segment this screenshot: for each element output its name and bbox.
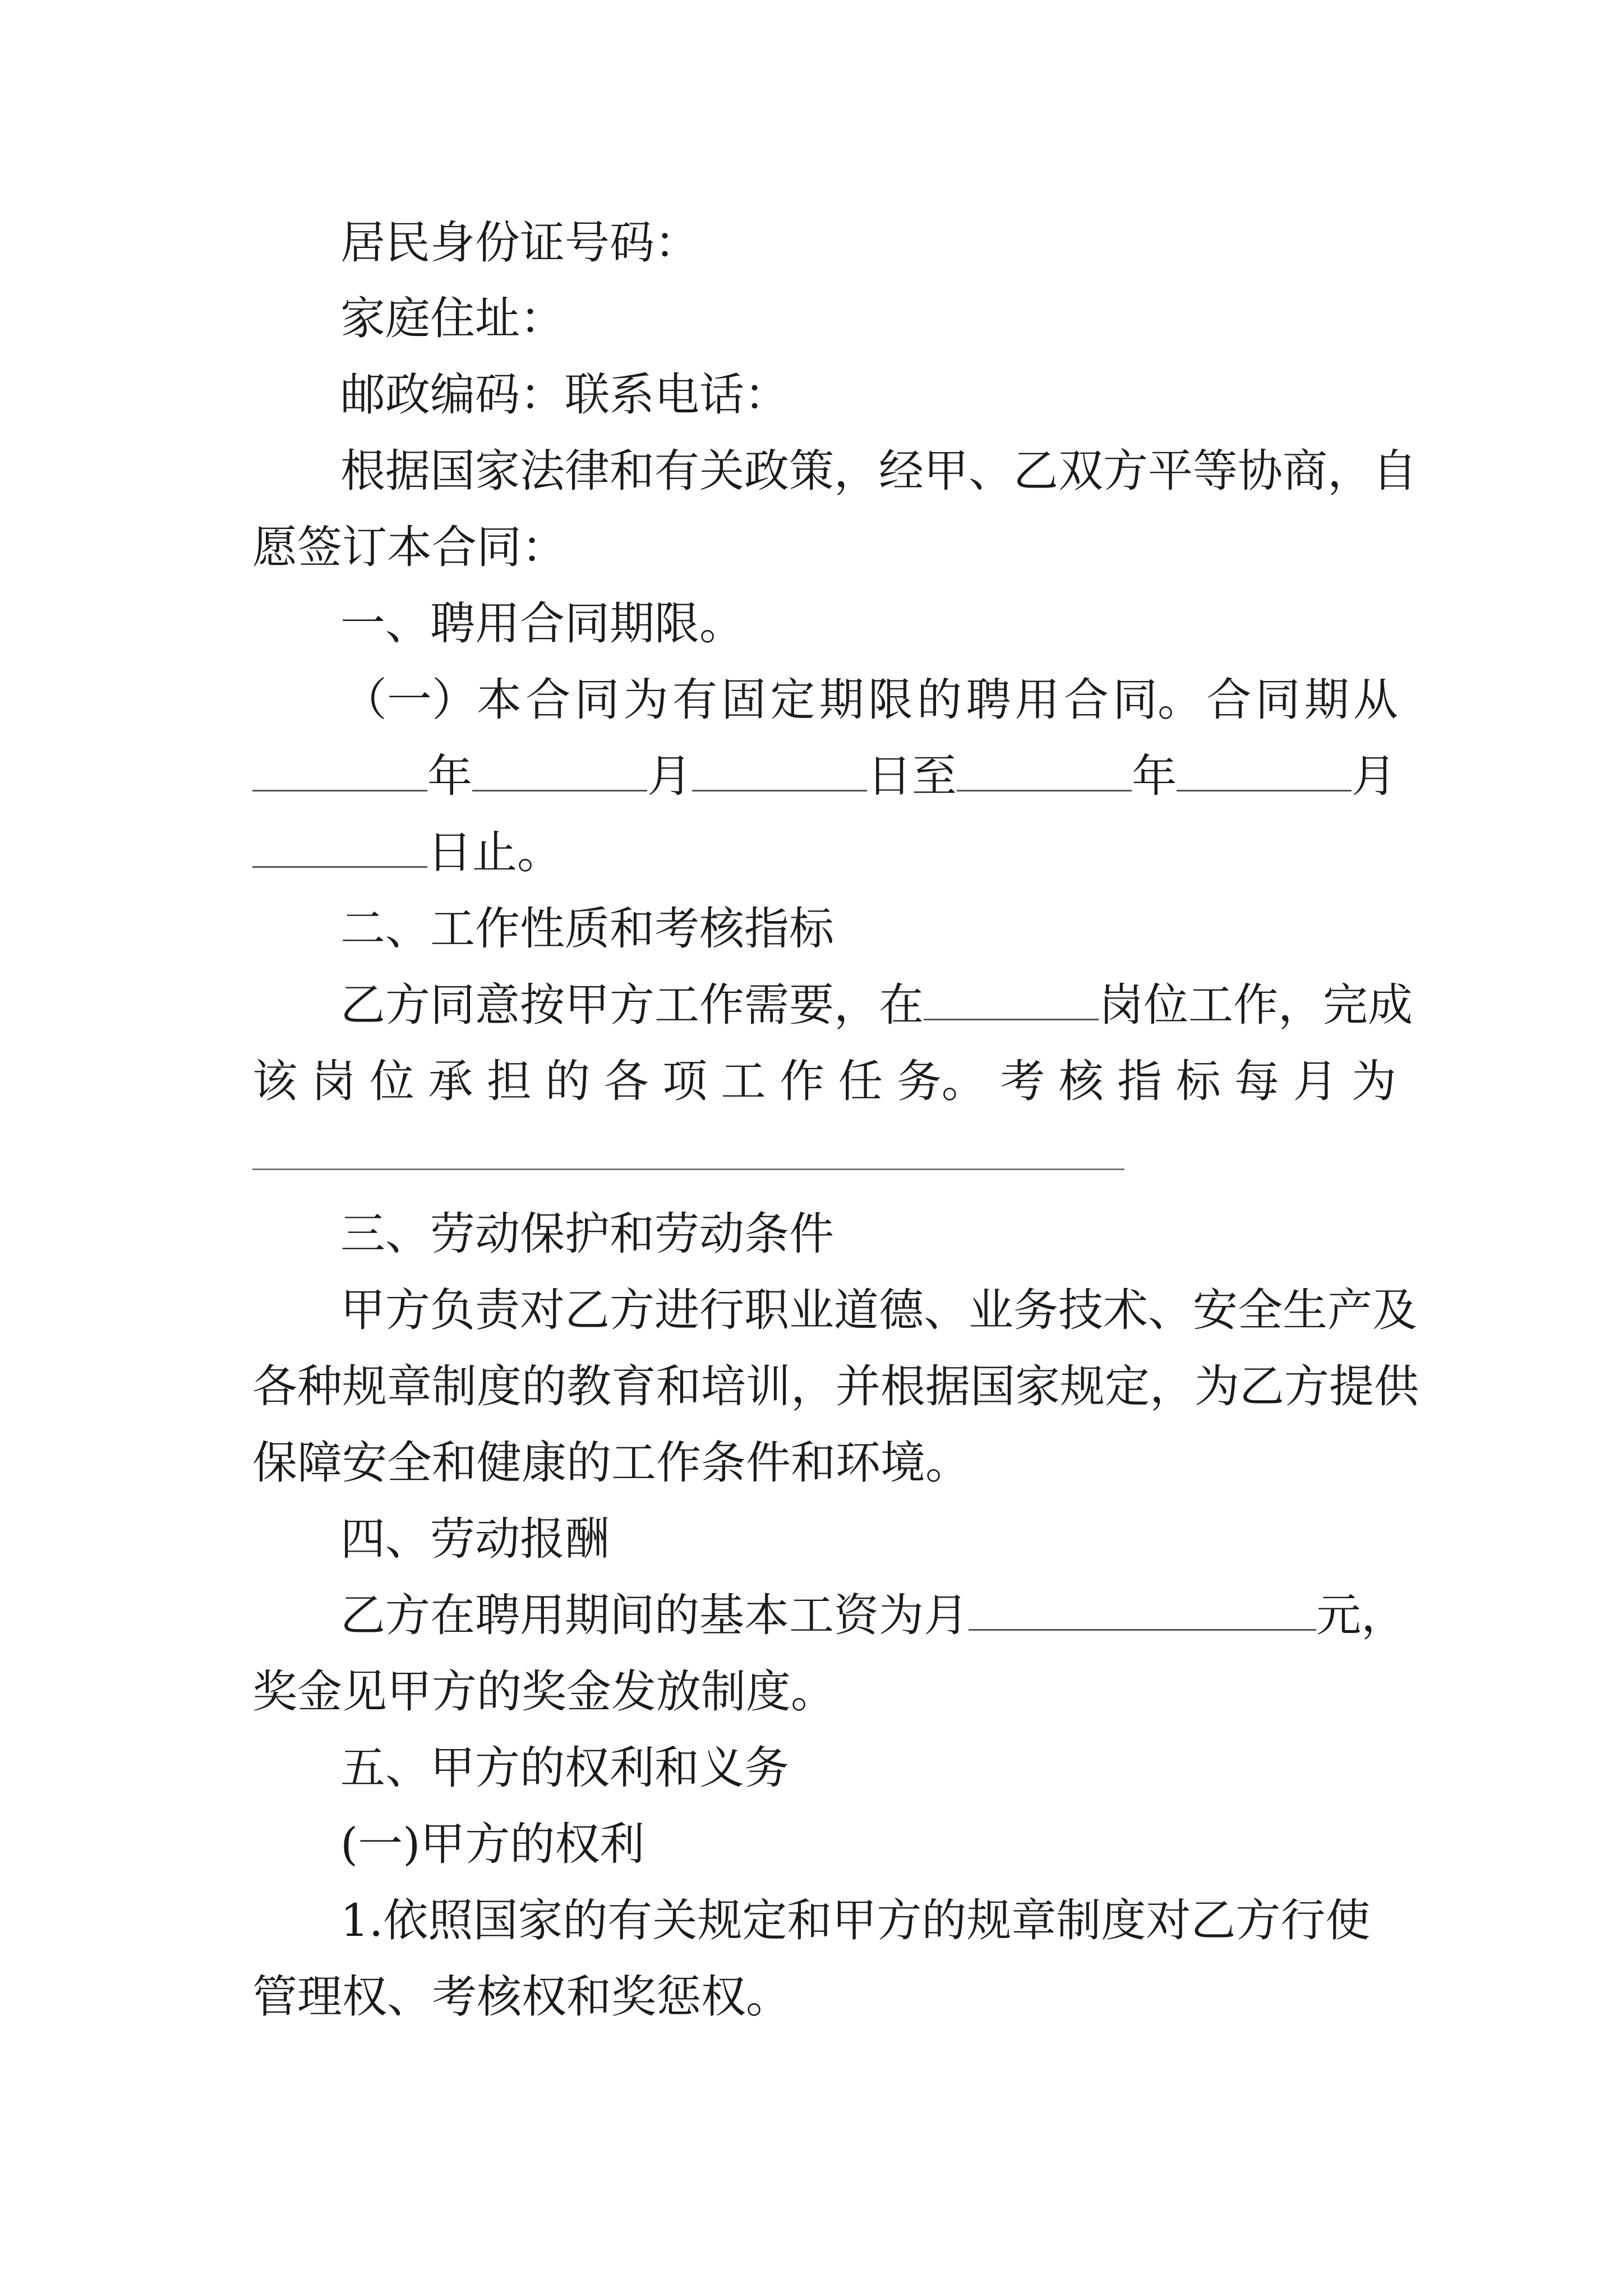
job-line-2-char: 标	[1175, 1055, 1221, 1107]
job-line-2-char: 任	[838, 1055, 883, 1107]
preamble-line-1	[340, 443, 1417, 499]
preamble-line-2: 愿签订本合同：	[252, 521, 566, 573]
term-line-1-part: 限	[868, 674, 913, 726]
preamble-char: 策，	[789, 445, 879, 497]
blank-start-month[interactable]	[472, 748, 647, 792]
preamble-char: 双	[1058, 445, 1103, 497]
label-month: 月	[647, 750, 692, 802]
preamble-char: 平	[1148, 445, 1193, 497]
preamble-char: 法	[520, 445, 565, 497]
preamble-char: 根	[340, 445, 385, 497]
blank-start-day[interactable]	[692, 748, 867, 792]
term-line-1-part: 期	[1304, 674, 1349, 726]
job-line-2-char: 担	[486, 1055, 532, 1107]
term-date-blanks	[252, 748, 1396, 804]
salary-line-1	[340, 1588, 1406, 1644]
salary-line-2: 奖金见甲方的奖金发放制度。	[252, 1665, 836, 1718]
preamble-char: 和	[610, 445, 654, 497]
job-line-2-char: 位	[369, 1055, 414, 1107]
job-line-1-pre: 乙方同意按甲方工作需要，在	[340, 979, 924, 1031]
term-line-1-part: 从	[1353, 674, 1398, 726]
term-line-1-part: （一）本	[342, 674, 522, 726]
job-line-1	[340, 977, 1413, 1033]
term-line-1-part: 为	[623, 674, 668, 726]
job-line-2-char: 每	[1234, 1055, 1279, 1107]
preamble-char: 等	[1193, 445, 1238, 497]
protection-line-1: 甲方负责对乙方进行职业道德、业务技术、安全生产及	[340, 1284, 1417, 1336]
preamble-char: 家	[475, 445, 520, 497]
preamble-char: 乙	[1013, 445, 1058, 497]
preamble-char: 律	[565, 445, 610, 497]
term-line-1-part: 有	[672, 674, 717, 726]
job-line-2-char: 指	[1117, 1055, 1163, 1107]
preamble-char: 据	[385, 445, 430, 497]
term-end-day-line	[252, 825, 1396, 881]
salary-line-1-post: 元，	[1316, 1589, 1406, 1641]
protection-line-2: 各种规章制度的教育和培训，并根据国家规定，为乙方提供	[252, 1360, 1419, 1412]
blank-salary[interactable]	[969, 1588, 1316, 1631]
blank-start-year[interactable]	[252, 748, 427, 792]
term-line-1-part: 同	[1255, 674, 1301, 726]
label-year-2: 年	[1132, 750, 1177, 802]
preamble-char: 自	[1372, 445, 1417, 497]
preamble-char: 方	[1103, 445, 1148, 497]
blank-end-month[interactable]	[1177, 748, 1352, 792]
section-1-heading: 一、聘用合同期限。	[340, 597, 744, 650]
job-line-2	[252, 1053, 1396, 1110]
section-2-heading: 二、工作性质和考核指标	[340, 903, 834, 955]
term-line-1-part: 固	[721, 674, 767, 726]
term-line-1-part: 聘	[966, 674, 1011, 726]
term-line-1-part: 的	[917, 674, 962, 726]
job-line-2-char: 考	[1000, 1055, 1045, 1107]
section-5-heading: 五、甲方的权利和义务	[340, 1742, 789, 1794]
job-line-2-char: 岗	[311, 1055, 356, 1107]
job-line-2-char: 的	[545, 1055, 591, 1107]
preamble-char: 甲、	[924, 445, 1013, 497]
label-day-end: 日止。	[427, 826, 562, 878]
address-label: 家庭住址：	[340, 292, 565, 344]
label-day-to: 日至	[867, 750, 957, 802]
section-3-heading: 三、劳动保护和劳动条件	[340, 1208, 834, 1260]
job-line-2-char: 务。	[896, 1055, 986, 1107]
job-line-2-char: 核	[1058, 1055, 1104, 1107]
job-line-2-char: 月	[1293, 1055, 1338, 1107]
job-line-2-char: 为	[1351, 1055, 1396, 1107]
preamble-char: 商，	[1283, 445, 1372, 497]
section-4-heading: 四、劳动报酬	[340, 1513, 610, 1565]
job-line-2-char: 各	[603, 1055, 649, 1107]
party-a-rights-subheading: (一)甲方的权利	[340, 1818, 645, 1870]
rights-item-1-line-1: 1.依照国家的有关规定和甲方的规章制度对乙方行使	[340, 1894, 1371, 1947]
protection-line-3: 保障安全和健康的工作条件和环境。	[252, 1437, 970, 1489]
id-number-label: 居民身份证号码：	[340, 217, 699, 269]
preamble-char: 国	[430, 445, 475, 497]
postal-phone-label: 邮政编码：联系电话：	[340, 369, 789, 421]
term-line-1-part: 期	[819, 674, 864, 726]
blank-position[interactable]	[924, 977, 1099, 1020]
blank-end-year[interactable]	[957, 748, 1132, 792]
term-line-1-part: 同	[574, 674, 620, 726]
term-line-1-part: 合	[1206, 674, 1252, 726]
label-month-2: 月	[1352, 750, 1396, 802]
job-line-2-char: 作	[779, 1055, 824, 1107]
preamble-char: 经	[879, 445, 924, 497]
term-line-1-part: 合	[1063, 674, 1109, 726]
blank-end-day[interactable]	[252, 825, 427, 868]
preamble-char: 协	[1238, 445, 1283, 497]
preamble-char: 政	[744, 445, 789, 497]
blank-assessment-rule[interactable]	[252, 1168, 1124, 1170]
label-year: 年	[427, 750, 472, 802]
term-line-1	[342, 672, 1398, 728]
term-line-1-part: 同。	[1113, 674, 1203, 726]
salary-line-1-pre: 乙方在聘用期间的基本工资为月	[340, 1589, 969, 1641]
job-line-2-char: 承	[428, 1055, 473, 1107]
preamble-char: 关	[699, 445, 744, 497]
preamble-char: 有	[654, 445, 699, 497]
term-line-1-part: 定	[770, 674, 815, 726]
job-line-2-char: 该	[252, 1055, 297, 1107]
job-line-2-char: 项	[662, 1055, 708, 1107]
term-line-1-part: 用	[1015, 674, 1060, 726]
rights-item-1-line-2: 管理权、考核权和奖惩权。	[252, 1971, 791, 2023]
job-line-1-post: 岗位工作，完成	[1099, 979, 1413, 1031]
job-line-2-char: 工	[721, 1055, 766, 1107]
term-line-1-part: 合	[525, 674, 571, 726]
